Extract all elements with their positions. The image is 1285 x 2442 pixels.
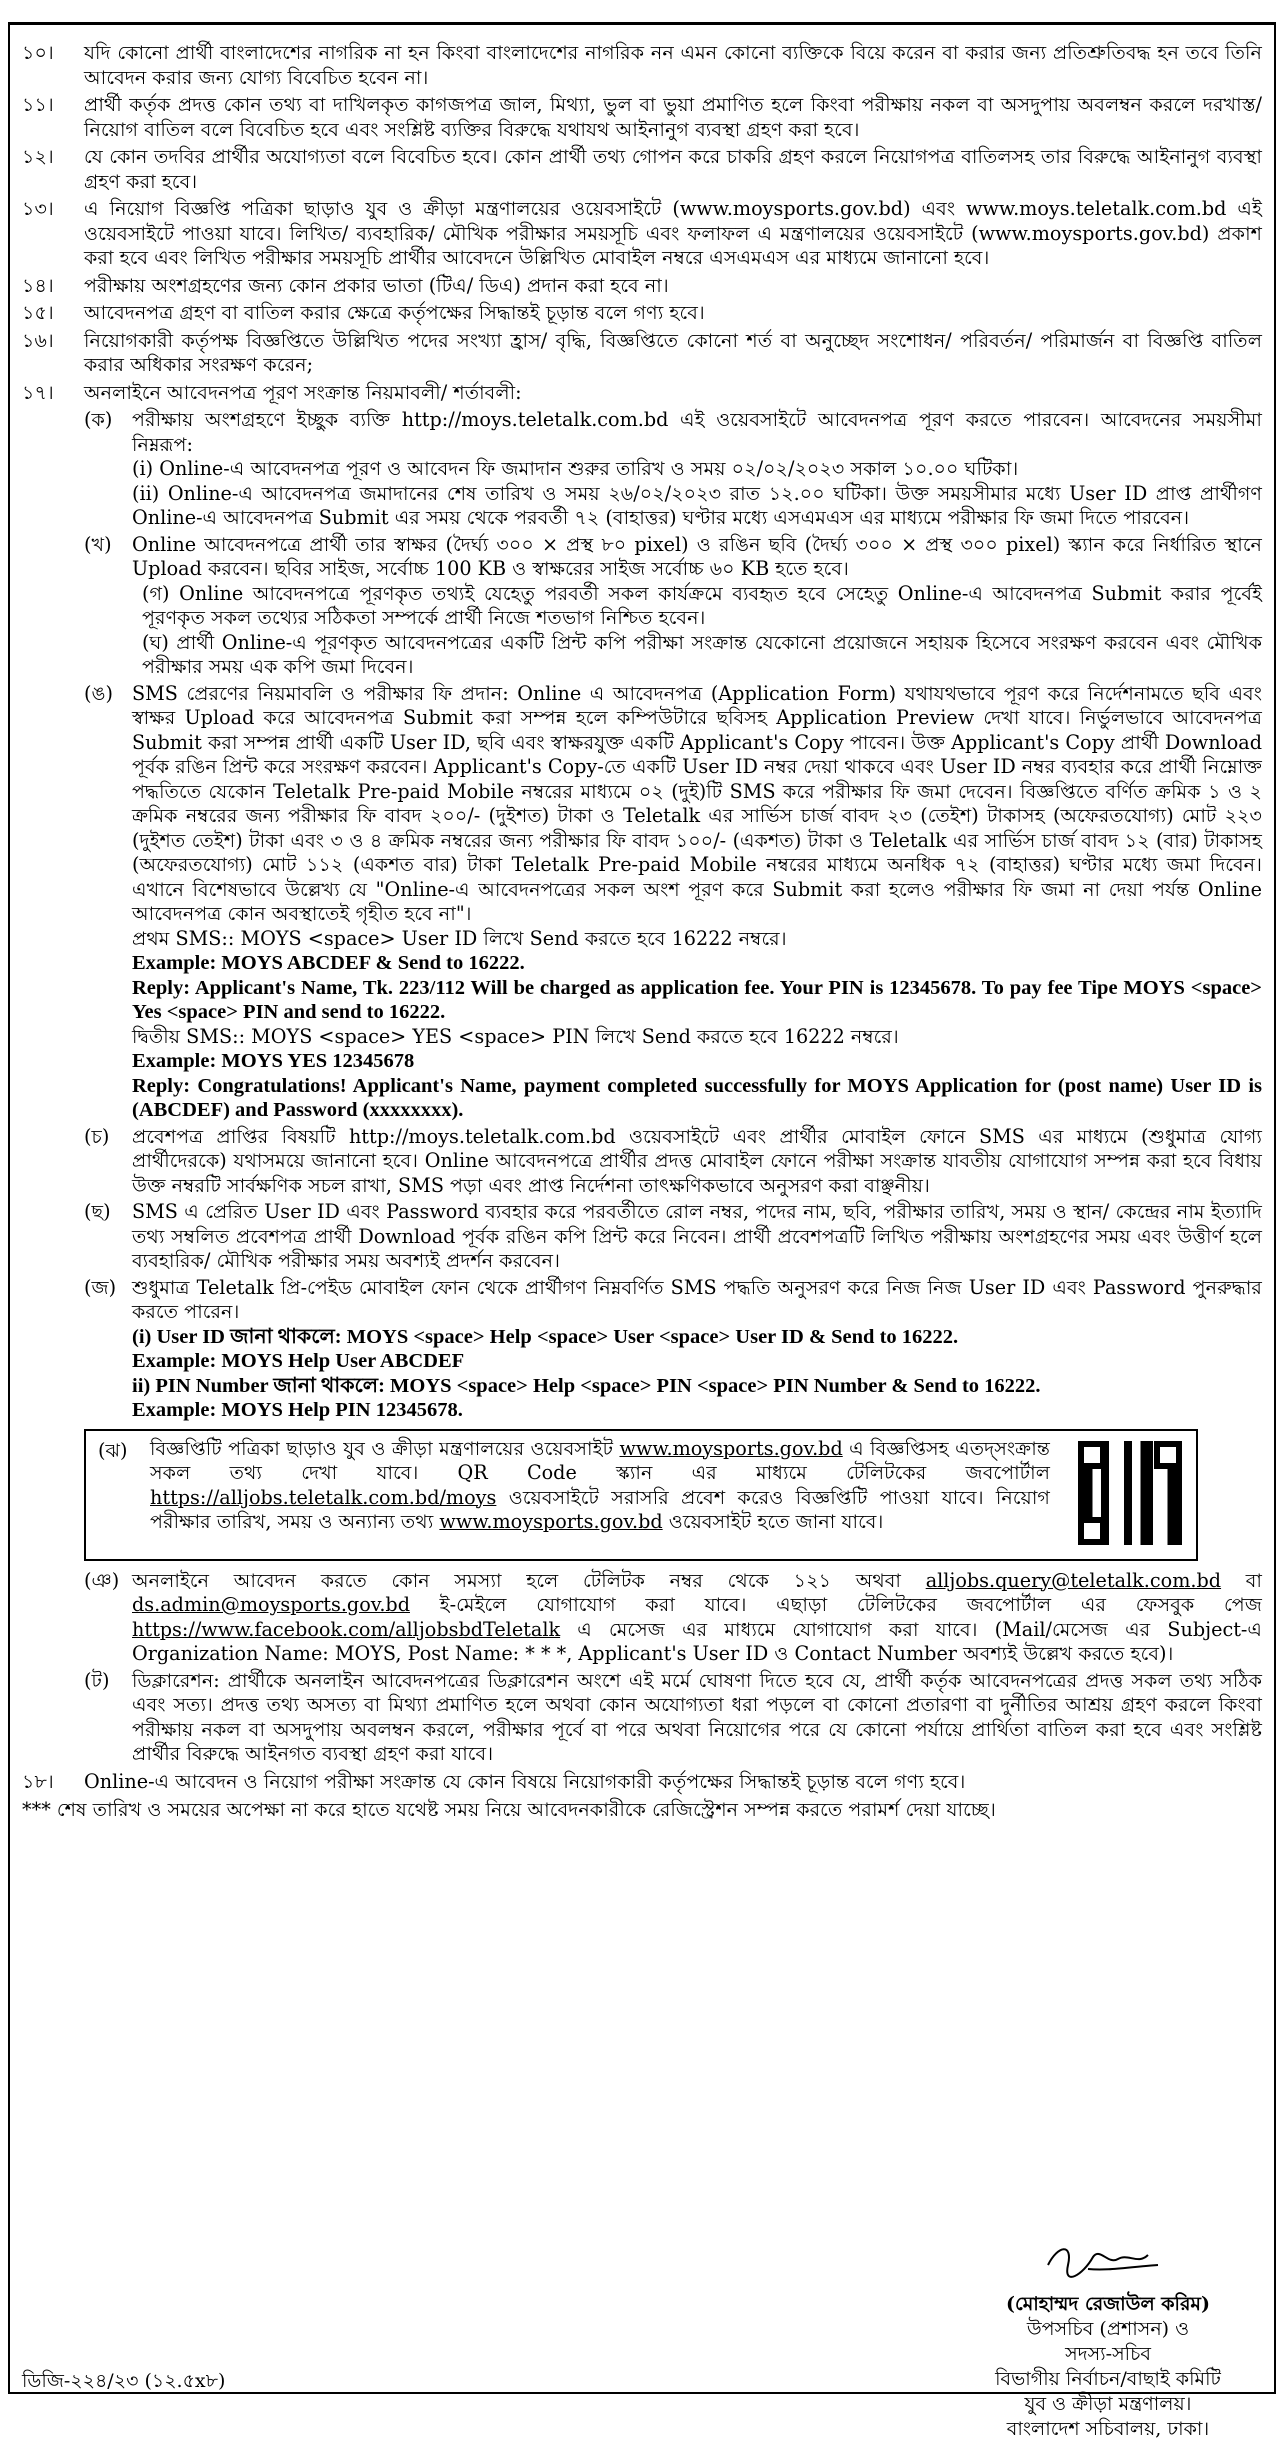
subclause-label: (ক) xyxy=(84,408,113,431)
subclause-text: SMS এ প্রেরিত User ID এবং Password ব্যবহার করে পরবর্তীতে রোল নম্বর, পদের নাম, ছবি, পরীক্ষার তারিখ, সময় ও স্থান/ কেন্দ্রের নাম ইত্যাদি তথ্য সম্বলিত প্রবেশপত্র প্রার্থী Download পূর্বক রঙিন কপি প্রিন্ট করে নিবেন। প্রার্থী প্রবেশপত্রটি লিখিত পরীক্ষায় অংশগ্রহণের সময় এবং উত্তীর্ণ হলে ব্যবহারিক/ মৌখিক পরীক্ষার সময় অবশ্যই প্রদর্শন করবেন। xyxy=(132,1200,1262,1272)
clause-number: ১২। xyxy=(22,145,54,168)
subclause-ga: (গ) Online আবেদনপত্রে পূরণকৃত তথ্যই যেহেতু পরবর্তী সকল কার্যক্রমে ব্যবহৃত হবে সেহেতু Online-এ আবেদনপত্র Submit করার পূর্বেই পূরণকৃত সকল তথ্যের সঠিকতা সম্পর্কে প্রার্থী নিজে শতভাগ নিশ্চিত হবেন। xyxy=(142,581,1262,629)
facebook-link[interactable]: https://www.facebook.com/alljobsbdTeletalk xyxy=(132,1617,561,1641)
clause-17 xyxy=(22,381,1262,406)
clause-number: ১৫। xyxy=(22,301,54,324)
clause-text: যে কোন তদবির প্রার্থীর অযোগ্যতা বলে বিবেচিত হবে। কোন প্রার্থী তথ্য গোপন করে চাকরি গ্রহণ করলে নিয়োগপত্র বাতিলসহ তার বিরুদ্ধে আইনানুগ ব্যবস্থা গ্রহণ করা হবে। xyxy=(84,145,1262,193)
subclause-text: পরীক্ষায় অংশগ্রহণে ইচ্ছুক ব্যক্তি http://moys.teletalk.com.bd এই ওয়েবসাইটে আবেদনপত্র পূরণ করতে পারবেন। আবেদনের সময়সীমা নিম্নরূপ: xyxy=(132,408,1262,456)
clause-14 xyxy=(22,274,1262,299)
subclause-text: Online আবেদনপত্রে প্রার্থী তার স্বাক্ষর (দৈর্ঘ্য ৩০০ × প্রস্থ ৮০ pixel) ও রঙিন ছবি (দৈর্ঘ্য ৩০০ × প্রস্থ ৩০০ pixel) স্ক্যান করে নির্ধারিত স্থানে Upload করবেন। ছবির সাইজ, সর্বোচ্চ 100 KB ও স্বাক্ষরের সাইজ সর্বোচ্চ ৬০ KB হতে হবে। xyxy=(132,532,1262,580)
subclause-gha: (ঘ) প্রার্থী Online-এ পূরণকৃত আবেদনপত্রের একটি প্রিন্ট কপি পরীক্ষা সংক্রান্ত যেকোনো প্রয়োজনে সহায়ক হিসেবে সংরক্ষণ করবেন এবং মৌখিক পরীক্ষার সময় এক কপি জমা দিবেন। xyxy=(142,630,1262,678)
subclause-label: (চ) xyxy=(84,1124,110,1148)
subclause-label: (জ) xyxy=(84,1275,117,1299)
clause-17-subitems-2 xyxy=(22,1569,1262,1767)
clause-text: আবেদনপত্র গ্রহণ বা বাতিল করার ক্ষেত্রে কর্তৃপক্ষের সিদ্ধান্তই চূড়ান্ত বলে গণ্য হবে। xyxy=(84,301,705,324)
contact-text: ই-মেইলে যোগাযোগ করা যাবে। এছাড়া টেলিটকের জবপোর্টাল এর ফেসবুক পেজ xyxy=(409,1593,1262,1616)
clause-16 xyxy=(22,329,1262,378)
subclause-uo xyxy=(84,682,1262,1123)
schedule-start: (i) Online-এ আবেদনপত্র পূরণ ও আবেদন ফি জমাদান শুরুর তারিখ ও সময় ০২/০২/২০২৩ সকাল ১০.০০ ঘটিকা। xyxy=(132,457,1019,480)
recover-example-1: Example: MOYS Help User ABCDEF xyxy=(132,1350,465,1372)
admin-email-link[interactable]: ds.admin@moysports.gov.bd xyxy=(132,1593,410,1616)
clause-number: ১৪। xyxy=(22,273,54,297)
recover-example-2: Example: MOYS Help PIN 12345678. xyxy=(132,1399,463,1421)
info-text: ওয়েবসাইটে সরাসরি প্রবেশ করেও বিজ্ঞপ্তিটি পাওয়া যাবে। নিয়োগ পরীক্ষার তারিখ, সময় ও অন্যান্য তথ্য xyxy=(150,1485,1050,1533)
clause-number: ১৬। xyxy=(22,328,54,352)
contact-text: অনলাইনে আবেদন করতে কোন সমস্যা হলে টেলিটক নম্বর থেকে ১২১ অথবা xyxy=(132,1568,926,1592)
subclause-text: শুধুমাত্র Teletalk প্রি-পেইড মোবাইল ফোন থেকে প্রার্থীগণ নিম্নবর্ণিত SMS পদ্ধতি অনুসরণ করে নিজ নিজ User ID এবং Password পুনরুদ্ধার করতে পারেন। xyxy=(132,1275,1262,1323)
clause-number: ১৭। xyxy=(22,380,54,404)
contact-text: বা xyxy=(1221,1568,1262,1592)
clause-number: ১০। xyxy=(22,41,54,64)
memo-number: ডিজি-২২৪/২৩ (১২.৫x৮) xyxy=(22,2370,226,2392)
sms-example-1: Example: MOYS ABCDEF & Send to 16222. xyxy=(132,952,525,974)
subclause-text xyxy=(132,1569,1262,1667)
signature-block xyxy=(958,2235,1258,2442)
clause-15 xyxy=(22,301,1262,326)
recover-user-id: (i) User ID জানা থাকলে: MOYS <space> Help <space> User <space> User ID & Send to 16222. xyxy=(132,1325,959,1348)
subclause-text: SMS প্রেরণের নিয়মাবলি ও পরীক্ষার ফি প্রদান: Online এ আবেদনপত্র (Application Form) যথাযথভাবে পূরণ করে নির্দেশনামতে ছবি এবং স্বাক্ষর Upload করে আবেদনপত্র Submit করা সম্পন্ন হলে কম্পিউটারে ছবিসহ Application Preview দেখা যাবে। নির্ভুলভাবে আবেদনপত্র Submit করা সম্পন্ন প্রার্থী একটি User ID, ছবি এবং স্বাক্ষরযুক্ত একটি Applicant's Copy পাবেন। উক্ত Applicant's Copy প্রার্থী Download পূর্বক রঙিন প্রিন্ট করে সংরক্ষণ করবেন। Applicant's Copy-তে একটি User ID নম্বর দেয়া থাকবে এবং User ID নম্বর ব্যবহার করে প্রার্থী নিম্নোক্ত পদ্ধতিতে যেকোন Teletalk Pre-paid Mobile নম্বরের মাধ্যমে ০২ (দুই)টি SMS করে পরীক্ষার ফি জমা দেবেন। বিজ্ঞপ্তিতে বর্ণিত ক্রমিক ১ ও ২ ক্রমিক নম্বরের জন্য পরীক্ষার ফি বাবদ ২০০/- (দুইশত) টাকা ও Teletalk এর সার্ভিস চার্জ বাবদ ২৩ (তেইশ) টাকাসহ (অফেরতযোগ্য) মোট ২২৩ (দুইশত তেইশ) টাকা এবং ৩ ও ৪ ক্রমিক নম্বরের জন্য পরীক্ষার ফি বাবদ ১০০/- (একশত) টাকা ও Teletalk এর সার্ভিস চার্জ বাবদ ১২ (বার) টাকাসহ (অফেরতযোগ্য) মোট ১১২ (একশত বার) টাকা Teletalk Pre-paid Mobile নম্বরের মাধ্যমে অনধিক ৭২ (বাহাত্তর) ঘণ্টার মধ্যে জমা দিবেন। এখানে বিশেষভাবে উল্লেখ্য যে "Online-এ আবেদনপত্রের সকল অংশ পূরণ করে Submit করা হলেও পরীক্ষার ফি জমা না দেয়া পর্যন্ত Online আবেদনপত্র কোন অবস্থাতেই গৃহীত হবে না"। xyxy=(132,681,1262,925)
schedule-end: (ii) Online-এ আবেদনপত্র জমাদানের শেষ তারিখ ও সময় ২৬/০২/২০২৩ রাত ১২.০০ ঘটিকা। উক্ত সময়সীমার মধ্যে User ID প্রাপ্ত প্রার্থীগণ Online-এ আবেদনপত্র Submit এর সময় থেকে পরবর্তী ৭২ (বাহাত্তর) ঘণ্টার মধ্যে এসএমএস এর মাধ্যমে পরীক্ষার ফি জমা দিতে পারবেন। xyxy=(132,481,1262,529)
moysports-link-2[interactable]: www.moysports.gov.bd xyxy=(439,1510,663,1533)
contact-text: এ মেসেজ এর মাধ্যমে যোগাযোগ করা যাবে। (Mail/মেসেজ এর Subject-এ Organization Name: MOYS, Post Name: * * *, Applicant's User ID ও Contact Number অবশ্যই উল্লেখ করতে হবে)। xyxy=(132,1617,1262,1665)
subclause-label: (ঝ) xyxy=(98,1438,128,1462)
notice-page xyxy=(8,22,1276,2440)
sms-example-2: Example: MOYS YES 12345678 xyxy=(132,1050,415,1072)
clause-text: পরীক্ষায় অংশগ্রহণের জন্য কোন প্রকার ভাতা (টিএ/ ডিএ) প্রদান করা হবে না। xyxy=(84,273,669,297)
clause-18 xyxy=(22,1770,1262,1795)
clause-number: ১৮। xyxy=(22,1769,54,1793)
signature-icon xyxy=(1028,2235,1188,2283)
clause-10 xyxy=(22,41,1262,90)
subclause-label: (ঞ) xyxy=(84,1568,120,1592)
signatory-title: উপসচিব (প্রশাসন) ও xyxy=(1026,2318,1190,2340)
clause-text: Online-এ আবেদন ও নিয়োগ পরীক্ষা সংক্রান্ত যে কোন বিষয়ে নিয়োগকারী কর্তৃপক্ষের সিদ্ধান্তই চূড়ান্ত বলে গণ্য হবে। xyxy=(84,1769,966,1793)
signatory-name: (মোহাম্মদ রেজাউল করিম) xyxy=(1006,2293,1210,2315)
info-text: ওয়েবসাইট হতে জানা যাবে। xyxy=(662,1510,884,1533)
subclause-cha xyxy=(84,1125,1262,1199)
query-email-link[interactable]: alljobs.query@teletalk.com.bd xyxy=(925,1568,1222,1592)
moysports-link[interactable]: www.moysports.gov.bd xyxy=(619,1436,843,1460)
clause-13 xyxy=(22,197,1262,271)
signatory-title: বিভাগীয় নির্বাচন/বাছাই কমিটি xyxy=(995,2368,1221,2390)
sms-reply-1: Reply: Applicant's Name, Tk. 223/112 Will be charged as application fee. Your PIN is 12345678. To pay fee Tipe MOYS <space> Yes <space> PIN and send to 16222. xyxy=(132,976,1262,1023)
clause-11 xyxy=(22,93,1262,142)
clause-number: ১৩। xyxy=(22,197,54,220)
info-text: এ বিজ্ঞপ্তিসহ এতদ্সংক্রান্ত সকল তথ্য দেখা যাবে। QR Code স্ক্যান এর মাধ্যমে টেলিটকের জবপোর্টাল xyxy=(150,1436,1050,1484)
subclause-label: (খ) xyxy=(84,532,112,556)
clause-17-subitems xyxy=(22,408,1262,1423)
qr-info-box xyxy=(84,1429,1198,1561)
subclause-label: (ট) xyxy=(84,1668,110,1692)
subclause-ja xyxy=(84,1276,1262,1423)
recover-pin: ii) PIN Number জানা থাকলে: MOYS <space> Help <space> PIN <space> PIN Number & Send to 16222. xyxy=(132,1374,1041,1397)
subclause-kha xyxy=(84,533,1262,680)
sms-reply-2: Reply: Congratulations! Applicant's Name, payment completed successfully for MOYS Application for (post name) User ID is (ABCDEF) and Password (xxxxxxxx). xyxy=(132,1074,1262,1121)
alljobs-moys-link[interactable]: https://alljobs.teletalk.com.bd/moys xyxy=(150,1485,497,1509)
subclause-text: প্রবেশপত্র প্রাপ্তির বিষয়টি http://moys.teletalk.com.bd ওয়েবসাইটে এবং প্রার্থীর মোবাইল ফোনে SMS এর মাধ্যমে (শুধুমাত্র যোগ্য প্রার্থীদেরকে) যথাসময়ে জানানো হবে। Online আবেদনপত্রে প্রার্থীর প্রদত্ত মোবাইল ফোনে পরীক্ষা সংক্রান্ত যাবতীয় যোগাযোগ সম্পন্ন করা হবে বিধায় উক্ত নম্বরটি সার্বক্ষণিক সচল রাখা, SMS পড়া এবং প্রাপ্ত নির্দেশনা তাৎক্ষণিকভাবে অনুসরণ করা বাঞ্ছনীয়। xyxy=(132,1124,1262,1197)
qr-code-icon[interactable] xyxy=(1078,1441,1182,1545)
clause-number: ১১। xyxy=(22,93,54,116)
clause-text: নিয়োগকারী কর্তৃপক্ষ বিজ্ঞপ্তিতে উল্লিখিত পদের সংখ্যা হ্রাস/ বৃদ্ধি, বিজ্ঞপ্তিতে কোনো শর্ত বা অনুচ্ছেদ সংশোধন/ পরিবর্তন/ পরিমার্জন বা বিজ্ঞপ্তি বাতিল করার অধিকার সংরক্ষণ করেন; xyxy=(84,328,1262,376)
advisory-note: *** শেষ তারিখ ও সময়ের অপেক্ষা না করে হাতে যথেষ্ট সময় নিয়ে আবেদনকারীকে রেজিস্ট্রেশন সম্পন্ন করতে পরামর্শ দেয়া যাচ্ছে। xyxy=(22,1798,996,1821)
info-text: বিজ্ঞপ্তিটি পত্রিকা ছাড়াও যুব ও ক্রীড়া মন্ত্রণালয়ের ওয়েবসাইট xyxy=(150,1436,620,1460)
subclause-ta xyxy=(84,1669,1262,1767)
sms-first: প্রথম SMS:: MOYS <space> User ID লিখে Send করতে হবে 16222 নম্বরে। xyxy=(132,926,787,950)
clause-text: যদি কোনো প্রার্থী বাংলাদেশের নাগরিক না হন কিংবা বাংলাদেশের নাগরিক নন এমন কোনো ব্যক্তিকে বিয়ে করেন বা করার জন্য প্রতিশ্রুতিবদ্ধ হন তবে তিনি আবেদন করার জন্য যোগ্য বিবেচিত হবেন না। xyxy=(84,41,1262,89)
subclause-label: (ছ) xyxy=(84,1200,111,1223)
subclause-text: ডিক্লারেশন: প্রার্থীকে অনলাইন আবেদনপত্রের ডিক্লারেশন অংশে এই মর্মে ঘোষণা দিতে হবে যে, প্রার্থী কর্তৃক আবেদনপত্রের প্রদত্ত সকল তথ্য সঠিক এবং সত্য। প্রদত্ত তথ্য অসত্য বা মিথ্যা প্রমাণিত হলে অথবা কোন অযোগ্যতা ধরা পড়লে বা কোনো প্রতারণা বা দুর্নীতির আশ্রয় গ্রহণ করলে কিংবা পরীক্ষায় নকল বা অসদুপায় অবলম্বন করলে, পরীক্ষার পূর্বে বা পরে অথবা নিয়োগের পরে যে কোনো পর্যায়ে প্রার্থিতা বাতিল করা হবে এবং সংশ্লিষ্ট প্রার্থীর বিরুদ্ধে আইনগত ব্যবস্থা গ্রহণ করা যাবে। xyxy=(132,1668,1263,1765)
clause-text: অনলাইনে আবেদনপত্র পূরণ সংক্রান্ত নিয়মাবলী/ শর্তাবলী: xyxy=(84,380,522,404)
subclause-chha xyxy=(84,1200,1262,1274)
notice-content xyxy=(22,41,1262,1823)
subclause-ka xyxy=(84,408,1262,531)
signatory-title: যুব ও ক্রীড়া মন্ত্রণালয়। xyxy=(1024,2393,1192,2415)
signatory-title: বাংলাদেশ সচিবালয়, ঢাকা। xyxy=(1006,2418,1210,2440)
clause-text: এ নিয়োগ বিজ্ঞপ্তি পত্রিকা ছাড়াও যুব ও ক্রীড়া মন্ত্রণালয়ের ওয়েবসাইটে (www.moysports.gov.bd) এবং www.moys.teletalk.com.bd এই ওয়েবসাইটে পাওয়া যাবে। লিখিত/ ব্যবহারিক/ মৌখিক পরীক্ষার সময়সূচি এবং ফলাফল এ মন্ত্রণালয়ের ওয়েবসাইটে (www.moysports.gov.bd) প্রকাশ করা হবে এবং লিখিত পরীক্ষার সময়সূচি প্রার্থীর আবেদনে উল্লিখিত মোবাইল নম্বরে এসএমএস এর মাধ্যমে জানানো হবে। xyxy=(84,197,1262,269)
clause-text: প্রার্থী কর্তৃক প্রদত্ত কোন তথ্য বা দাখিলকৃত কাগজপত্র জাল, মিথ্যা, ভুল বা ভুয়া প্রমাণিত হলে কিংবা পরীক্ষায় নকল বা অসদুপায় অবলম্বন করলে দরখাস্ত/ নিয়োগ বাতিল বলে বিবেচিত হবে এবং সংশ্লিষ্ট ব্যক্তির বিরুদ্ধে যথাযথ আইনানুগ ব্যবস্থা গ্রহণ করা হবে। xyxy=(84,93,1262,141)
qr-info-text xyxy=(150,1437,1050,1535)
sms-second: দ্বিতীয় SMS:: MOYS <space> YES <space> PIN লিখে Send করতে হবে 16222 নম্বরে। xyxy=(132,1024,899,1048)
subclause-nya xyxy=(84,1569,1262,1667)
subclause-label: (ঙ) xyxy=(84,681,114,705)
signatory-title: সদস্য-সচিব xyxy=(1065,2343,1151,2365)
clause-12 xyxy=(22,145,1262,194)
